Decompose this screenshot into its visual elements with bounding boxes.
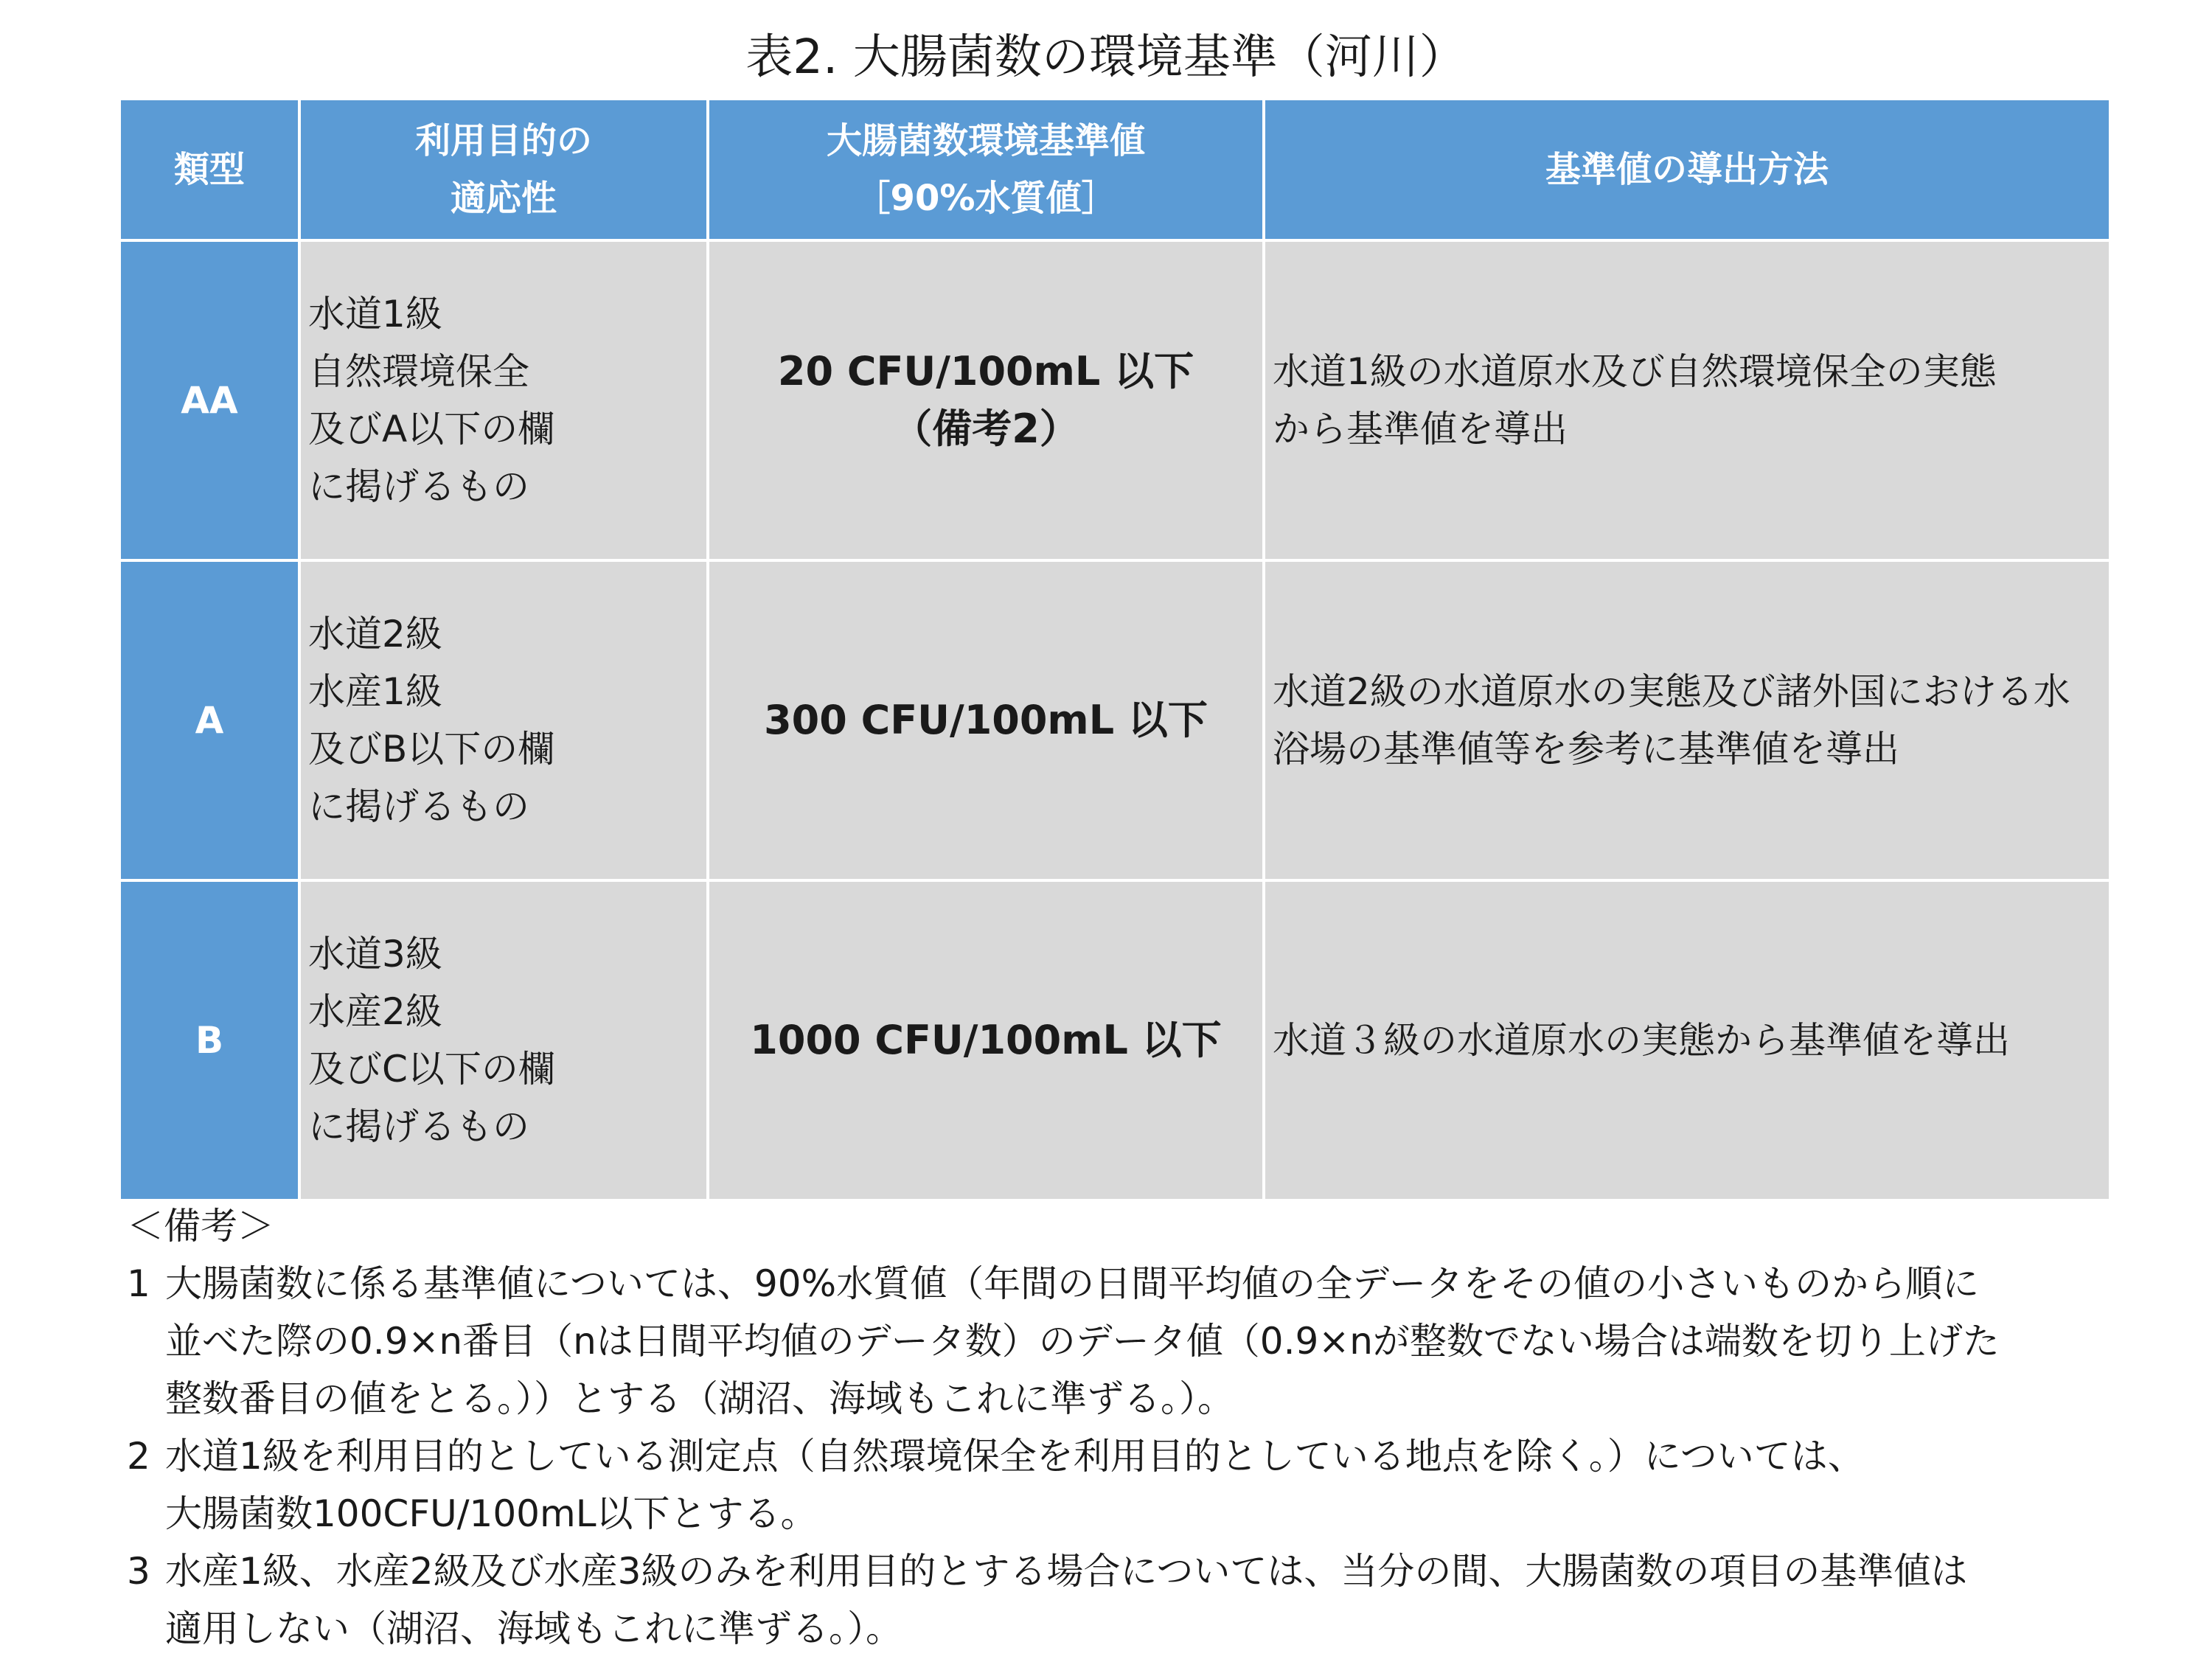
use-line: 及びC以下の欄 bbox=[308, 1048, 555, 1091]
note-item bbox=[127, 1255, 2177, 1427]
note-line: 水産1級、水産2級及び水産3級のみを利用目的とする場合については、当分の間、大腸菌数の項目の基準値は bbox=[165, 1550, 1968, 1593]
method-cell bbox=[1264, 560, 2110, 880]
note-line: 並べた際の0.9×n番目（nは日間平均値のデータ数）のデータ値（0.9×nが整数でない場合は端数を切り上げた bbox=[165, 1320, 2000, 1363]
note-text bbox=[165, 1427, 2177, 1543]
header-type bbox=[119, 99, 299, 240]
note-line: 適用しない（湖沼、海域もこれに準ずる。）。 bbox=[165, 1607, 902, 1650]
header-value bbox=[708, 99, 1264, 240]
use-line: 水道3級 bbox=[308, 933, 442, 975]
header-text: 類型 bbox=[173, 149, 245, 190]
note-item bbox=[127, 1427, 2177, 1543]
note-number: 3 bbox=[127, 1550, 150, 1593]
use-line: 水道2級 bbox=[308, 613, 442, 655]
use-line: に掲げるもの bbox=[308, 465, 529, 508]
note-line: 水道1級を利用目的としている測定点（自然環境保全を利用目的としている地点を除く。）については、 bbox=[165, 1435, 1865, 1478]
header-method bbox=[1264, 99, 2110, 240]
header-text: 利用目的の bbox=[414, 120, 592, 161]
method-line: から基準値を導出 bbox=[1273, 408, 1568, 451]
note-text bbox=[165, 1543, 2177, 1658]
header-use bbox=[299, 99, 708, 240]
header-text: ［90%水質値］ bbox=[855, 178, 1117, 219]
notes-section bbox=[127, 1197, 2177, 1658]
value-line: （備考2） bbox=[892, 406, 1079, 452]
value-cell bbox=[708, 560, 1264, 880]
note-number: 1 bbox=[127, 1262, 150, 1305]
table-row bbox=[119, 880, 2110, 1200]
notes-heading: ＜備考＞ bbox=[127, 1205, 274, 1248]
value-cell bbox=[708, 880, 1264, 1200]
note-line: 整数番目の値をとる。））とする（湖沼、海域もこれに準ずる。）。 bbox=[165, 1377, 1234, 1420]
value-cell bbox=[708, 240, 1264, 560]
type-cell: AA bbox=[119, 240, 299, 560]
table-row bbox=[119, 240, 2110, 560]
note-number: 2 bbox=[127, 1435, 150, 1478]
use-line: 及びA以下の欄 bbox=[308, 408, 555, 451]
header-text: 大腸菌数環境基準値 bbox=[826, 120, 1145, 161]
table-title: 表2. 大腸菌数の環境基準（河川） bbox=[745, 30, 1467, 85]
header-row bbox=[119, 99, 2110, 240]
use-line: 自然環境保全 bbox=[308, 350, 529, 393]
use-line: に掲げるもの bbox=[308, 1105, 529, 1148]
use-line: 水産2級 bbox=[308, 990, 442, 1033]
method-line: 水道2級の水道原水の実態及び諸外国における水 bbox=[1273, 670, 2070, 713]
header-text: 基準値の導出方法 bbox=[1545, 149, 1829, 190]
use-cell bbox=[299, 880, 708, 1200]
use-line: 及びB以下の欄 bbox=[308, 728, 555, 771]
method-cell bbox=[1264, 240, 2110, 560]
value-line: 20 CFU/100mL 以下 bbox=[777, 348, 1194, 394]
note-line: 大腸菌数100CFU/100mL以下とする。 bbox=[165, 1492, 818, 1535]
method-line: 水道1級の水道原水及び自然環境保全の実態 bbox=[1273, 350, 1997, 393]
method-cell bbox=[1264, 880, 2110, 1200]
method-line: 水道３級の水道原水の実態から基準値を導出 bbox=[1273, 1019, 2010, 1062]
type-cell: A bbox=[119, 560, 299, 880]
table-row bbox=[119, 560, 2110, 880]
standards-table bbox=[118, 97, 2112, 1202]
type-cell: B bbox=[119, 880, 299, 1200]
note-line: 大腸菌数に係る基準値については、90%水質値（年間の日間平均値の全データをその値の小さいものから順に bbox=[165, 1262, 1980, 1305]
value-line: 1000 CFU/100mL 以下 bbox=[750, 1017, 1222, 1063]
note-text bbox=[165, 1255, 2177, 1427]
use-line: 水産1級 bbox=[308, 670, 442, 713]
use-line: に掲げるもの bbox=[308, 785, 529, 828]
method-line: 浴場の基準値等を参考に基準値を導出 bbox=[1273, 728, 1899, 771]
use-cell bbox=[299, 560, 708, 880]
use-line: 水道1級 bbox=[308, 293, 442, 335]
header-text: 適応性 bbox=[450, 178, 557, 219]
note-item bbox=[127, 1543, 2177, 1658]
use-cell bbox=[299, 240, 708, 560]
value-line: 300 CFU/100mL 以下 bbox=[764, 697, 1208, 743]
